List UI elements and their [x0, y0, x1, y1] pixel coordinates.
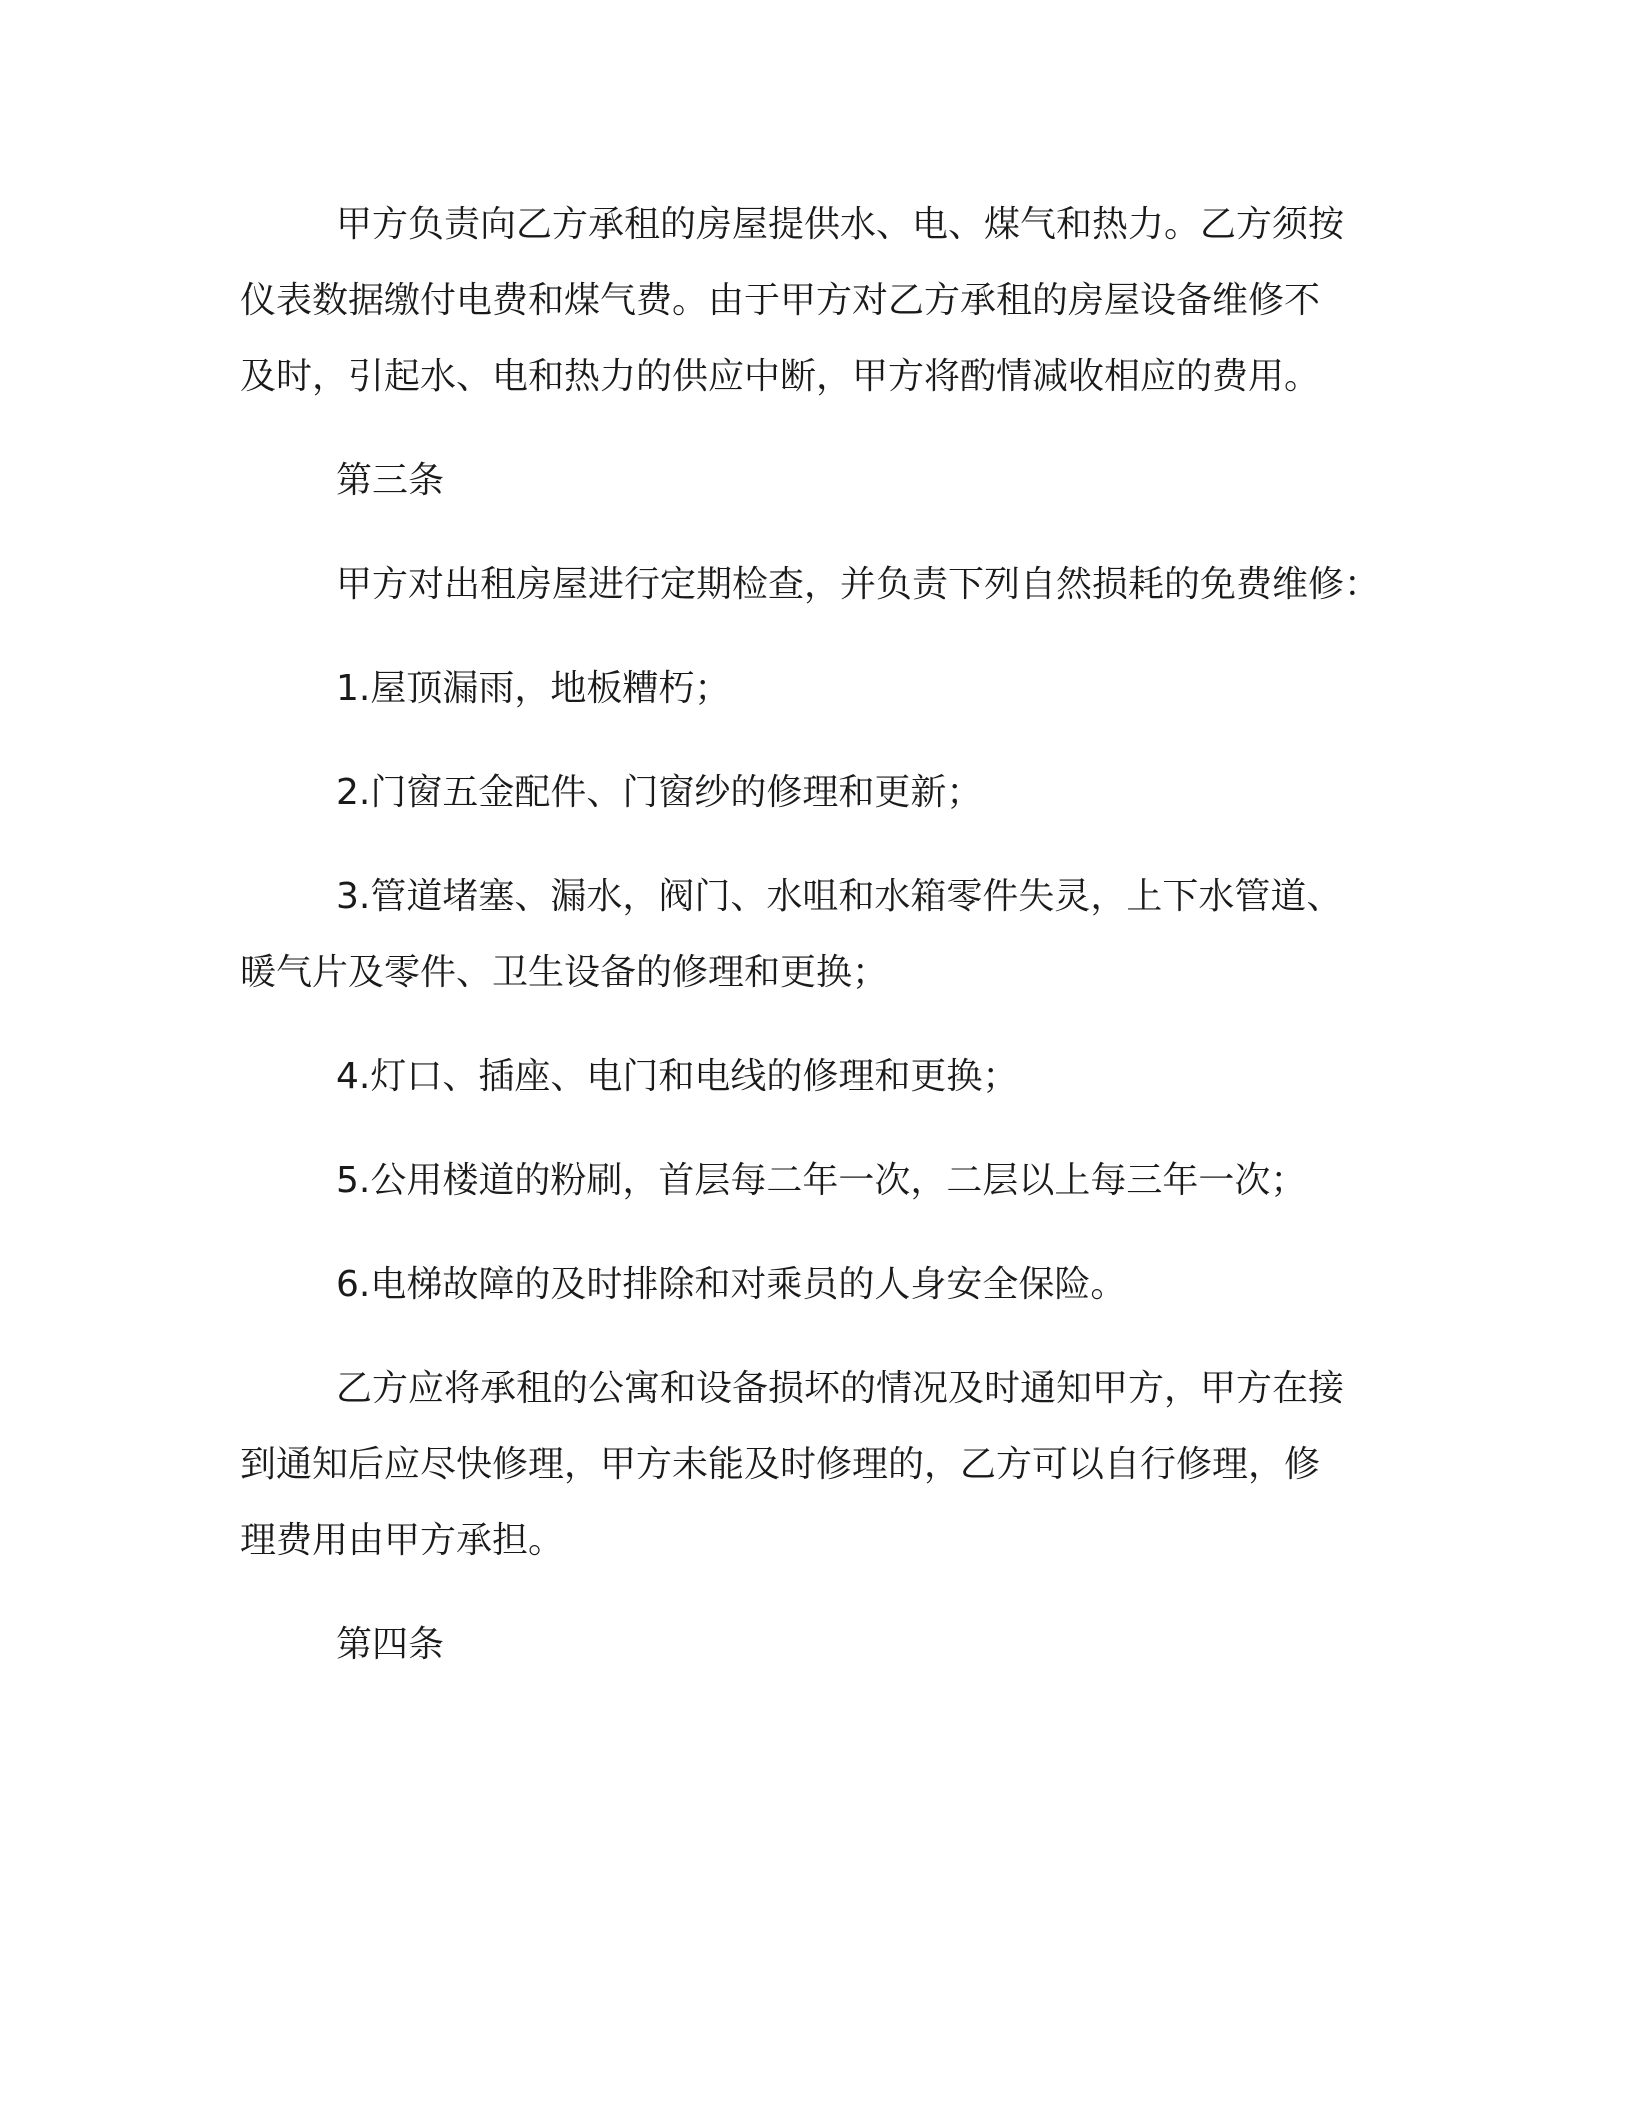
list-item-2: [240, 755, 1392, 831]
text-line: 4.灯口、插座、电门和电线的修理和更换；: [336, 1056, 1019, 1097]
text-line: 甲方对出租房屋进行定期检查，并负责下列自然损耗的免费维修：: [336, 564, 1381, 605]
text-line: 1.屋顶漏雨，地板糟朽；: [336, 668, 731, 709]
text-line: 到通知后应尽快修理，甲方未能及时修理的，乙方可以自行修理，修: [240, 1444, 1321, 1485]
list-item-5: [240, 1143, 1392, 1219]
text-line: 理费用由甲方承担。: [240, 1520, 565, 1561]
article-title: 第三条: [336, 460, 445, 501]
article-title: 第四条: [336, 1624, 445, 1665]
text-line: 2.门窗五金配件、门窗纱的修理和更新；: [336, 772, 983, 813]
text-line: 乙方应将承租的公寓和设备损坏的情况及时通知甲方，甲方在接: [336, 1368, 1345, 1409]
list-item-1: [240, 651, 1392, 727]
text-line: 暖气片及零件、卫生设备的修理和更换；: [240, 952, 889, 993]
list-item-3: [240, 859, 1392, 1011]
text-line: 3.管道堵塞、漏水，阀门、水咀和水箱零件失灵，上下水管道、: [336, 876, 1343, 917]
list-item-4: [240, 1039, 1392, 1115]
text-line: 5.公用楼道的粉刷，首层每二年一次，二层以上每三年一次；: [336, 1160, 1307, 1201]
paragraph-utilities: [240, 187, 1392, 415]
list-item-6: [240, 1247, 1392, 1323]
text-line: 甲方负责向乙方承租的房屋提供水、电、煤气和热力。乙方须按: [336, 204, 1345, 245]
article-heading-4: [240, 1607, 1392, 1683]
text-line: 6.电梯故障的及时排除和对乘员的人身安全保险。: [336, 1264, 1127, 1305]
document-body: [240, 187, 1392, 1683]
article-heading-3: [240, 443, 1392, 519]
paragraph-inspection: [240, 547, 1392, 623]
text-line: 及时，引起水、电和热力的供应中断，甲方将酌情减收相应的费用。: [240, 356, 1321, 397]
paragraph-notification: [240, 1351, 1392, 1579]
text-line: 仪表数据缴付电费和煤气费。由于甲方对乙方承租的房屋设备维修不: [240, 280, 1321, 321]
